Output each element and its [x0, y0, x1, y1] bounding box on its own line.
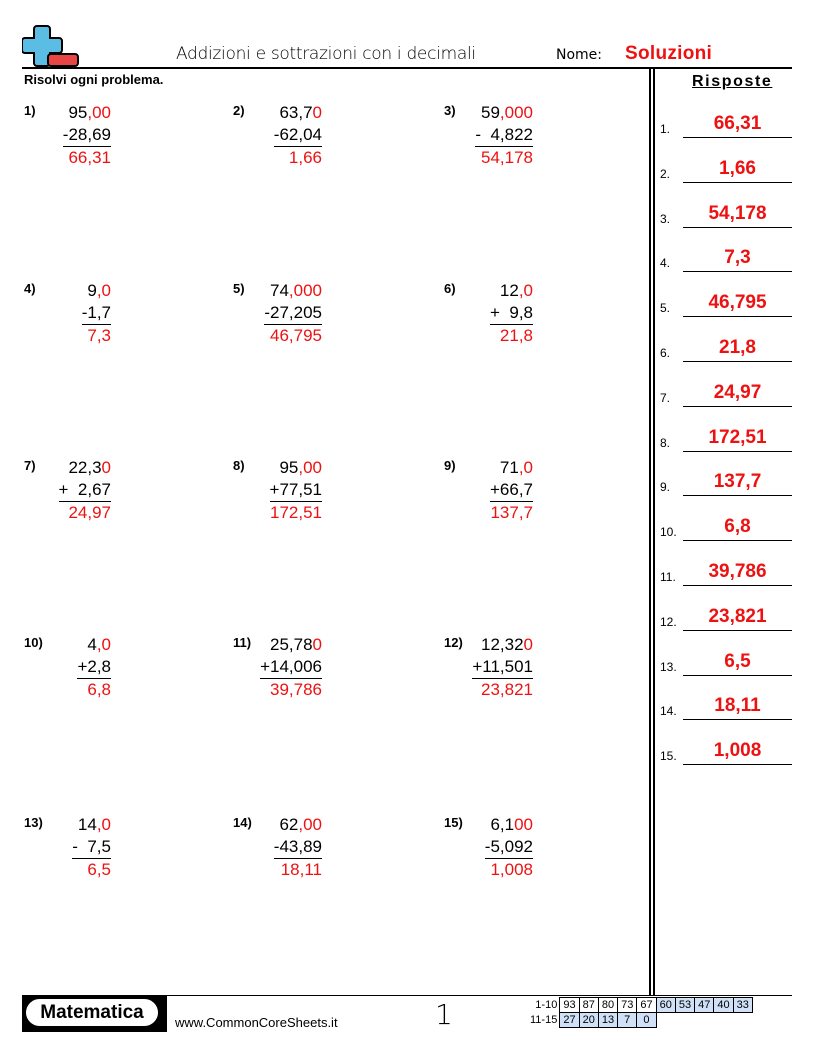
top-operand-padding: 0 — [523, 635, 533, 654]
operator-operand: +66,7 — [490, 479, 533, 502]
problem-answer: 39,786 — [270, 680, 322, 699]
answer-value: 7,3 — [724, 247, 751, 269]
top-operand-digits: 63,7 — [279, 103, 313, 122]
score-cell: 67 — [637, 998, 656, 1013]
problem-stack — [270, 457, 322, 524]
top-operand-digits: 22,3 — [68, 458, 102, 477]
answer-value: 46,795 — [708, 292, 767, 314]
top-operand-padding: ,0 — [96, 635, 111, 654]
answer-value: 1,008 — [713, 740, 762, 762]
score-cell: 53 — [675, 998, 694, 1013]
answer-underline — [683, 406, 792, 407]
problem-stack — [59, 457, 111, 524]
top-operand-padding: ,00 — [298, 815, 322, 834]
problem-4 — [24, 281, 111, 361]
problem-13 — [24, 815, 111, 895]
problem-answer: 54,178 — [481, 148, 533, 167]
problem-stack — [490, 457, 533, 524]
score-cell: 7 — [618, 1013, 637, 1028]
top-operand — [264, 280, 322, 302]
top-operand — [59, 457, 111, 479]
top-operand-padding: ,000 — [499, 103, 533, 122]
top-operand-padding: 00 — [514, 815, 533, 834]
top-operand-digits: 25,78 — [269, 635, 313, 654]
operator-operand: +11,501 — [472, 656, 533, 679]
answer-value: 23,821 — [708, 605, 767, 627]
top-operand — [82, 280, 111, 302]
answer-underline — [683, 137, 792, 138]
operator-operand: -43,89 — [274, 836, 322, 859]
top-operand — [260, 634, 322, 656]
top-operand-padding: ,0 — [96, 815, 111, 834]
top-operand — [475, 102, 533, 124]
answer-item-2 — [660, 153, 792, 183]
problem-number: 13) — [24, 815, 43, 830]
problem-number: 8) — [233, 458, 245, 473]
problem-stack — [274, 814, 322, 881]
top-operand-digits: 14 — [77, 815, 97, 834]
name-label: Nome: — [556, 47, 603, 63]
top-operand — [77, 634, 111, 656]
answer-value: 21,8 — [719, 337, 756, 358]
problem-3 — [444, 103, 533, 183]
problem-number: 10) — [24, 635, 43, 650]
answer-value: 6,8 — [724, 516, 751, 538]
header-divider — [22, 67, 792, 69]
site-url: www.CommonCoreSheets.it — [175, 1015, 338, 1030]
score-cell: 80 — [598, 998, 617, 1013]
answer-item-15 — [660, 735, 792, 765]
answer-item-7 — [660, 377, 792, 407]
operator-operand: +14,006 — [260, 656, 322, 679]
top-operand — [63, 102, 111, 124]
answer-underline — [683, 719, 792, 720]
problem-answer: 172,51 — [270, 503, 322, 522]
top-operand-digits: 59 — [480, 103, 500, 122]
answer-label: 7. — [660, 390, 671, 405]
problem-stack — [63, 102, 111, 169]
top-operand-digits: 12 — [499, 281, 519, 300]
problem-stack — [264, 280, 322, 347]
answer-underline — [683, 764, 792, 765]
top-operand-padding: 0 — [101, 458, 111, 477]
answer-value: 6,5 — [724, 650, 751, 672]
problem-9 — [444, 458, 533, 538]
answer-value: 39,786 — [708, 561, 767, 582]
operator-operand: - 7,5 — [72, 836, 111, 859]
problem-number: 15) — [444, 815, 463, 830]
problem-stack — [472, 634, 533, 701]
problem-answer: 137,7 — [490, 503, 533, 522]
column-divider-right — [653, 69, 655, 996]
answer-label: 11. — [660, 570, 676, 584]
answer-label: 3. — [660, 211, 671, 226]
answer-label: 2. — [660, 166, 671, 181]
answer-value: 1,66 — [719, 157, 756, 179]
top-operand-padding: 0 — [312, 103, 322, 122]
problem-14 — [233, 815, 322, 895]
answer-item-3 — [660, 198, 792, 228]
page-number: 1 — [435, 998, 453, 1031]
answer-label: 12. — [660, 614, 677, 629]
problem-number: 7) — [24, 458, 36, 473]
problem-number: 3) — [444, 103, 456, 118]
operator-operand: +2,8 — [77, 656, 111, 679]
score-row-label: 1-10 — [535, 999, 558, 1011]
problem-answer: 7,3 — [87, 326, 111, 345]
brand-label: Matematica — [26, 999, 158, 1026]
answer-item-12 — [660, 601, 792, 631]
operator-operand: - 4,822 — [475, 124, 533, 147]
answer-underline — [683, 271, 792, 272]
answer-value: 66,31 — [713, 113, 762, 134]
answers-title: Risposte — [692, 73, 773, 90]
score-cell: 33 — [733, 998, 752, 1013]
top-operand-digits: 9 — [87, 281, 97, 300]
top-operand — [472, 634, 533, 656]
plus-minus-logo-icon — [22, 24, 80, 68]
top-operand-digits: 6,1 — [490, 815, 515, 834]
operator-operand: -28,69 — [63, 124, 111, 147]
problem-8 — [233, 458, 322, 538]
problem-stack — [72, 814, 111, 881]
answer-underline — [683, 451, 792, 452]
operator-operand: -27,205 — [264, 302, 322, 325]
problem-1 — [24, 103, 111, 183]
answer-underline — [683, 316, 792, 317]
operator-operand: +77,51 — [270, 479, 322, 502]
answer-label: 8. — [660, 435, 671, 450]
top-operand-padding: 0 — [312, 635, 322, 654]
score-cell: 40 — [714, 998, 733, 1013]
problem-number: 11) — [233, 635, 252, 650]
answer-value: 137,7 — [713, 471, 762, 493]
score-row-label: 11-15 — [530, 1014, 558, 1026]
problem-number: 6) — [444, 281, 456, 296]
answer-underline — [683, 361, 792, 362]
operator-operand: -1,7 — [82, 302, 111, 325]
top-operand-digits: 62 — [279, 815, 299, 834]
problem-answer: 46,795 — [270, 326, 322, 345]
worksheet-title: Addizioni e sottrazioni con i decimali — [176, 44, 476, 64]
problem-stack — [274, 102, 322, 169]
top-operand-digits: 95 — [68, 103, 88, 122]
operator-operand: + 9,8 — [490, 302, 533, 325]
answer-underline — [683, 540, 792, 541]
answer-underline — [683, 495, 792, 496]
problem-number: 1) — [24, 103, 36, 118]
score-cell: 47 — [695, 998, 714, 1013]
instructions: Risolvi ogni problema. — [24, 72, 164, 87]
answer-value: 54,178 — [708, 202, 767, 224]
top-operand — [485, 814, 533, 836]
problem-answer: 23,821 — [481, 680, 533, 699]
answer-underline — [683, 585, 792, 586]
top-operand-padding: ,00 — [87, 103, 111, 122]
top-operand — [490, 280, 533, 302]
problem-15 — [444, 815, 533, 895]
answer-item-8 — [660, 422, 792, 452]
answer-item-9 — [660, 466, 792, 496]
problem-answer: 21,8 — [499, 326, 533, 345]
problem-stack — [260, 634, 322, 701]
brand-badge — [22, 996, 167, 1032]
answer-value: 172,51 — [708, 426, 767, 448]
problem-7 — [24, 458, 111, 538]
answer-label: 1. — [660, 122, 671, 136]
answer-label: 13. — [660, 659, 677, 674]
problem-answer: 1,66 — [288, 148, 322, 167]
top-operand-padding: ,0 — [518, 281, 533, 300]
operator-operand: -5,092 — [485, 836, 533, 859]
operator-operand: -62,04 — [274, 124, 322, 147]
problem-number: 2) — [233, 103, 245, 118]
problem-stack — [475, 102, 533, 169]
answer-item-1 — [660, 108, 792, 138]
problem-2 — [233, 103, 322, 183]
problem-answer: 6,5 — [87, 860, 111, 879]
answer-label: 4. — [660, 256, 671, 271]
problem-answer: 1,008 — [490, 860, 533, 879]
problem-answer: 18,11 — [280, 860, 322, 879]
answer-label: 5. — [660, 301, 671, 316]
problem-answer: 24,97 — [68, 503, 111, 522]
answer-item-14 — [660, 690, 792, 720]
problem-12 — [444, 635, 533, 715]
problem-number: 12) — [444, 635, 463, 650]
problem-10 — [24, 635, 111, 715]
score-row — [527, 998, 752, 1013]
problem-stack — [82, 280, 111, 347]
name-value: Soluzioni — [625, 43, 713, 64]
problem-6 — [444, 281, 533, 361]
score-row — [527, 1013, 752, 1028]
answer-label: 6. — [660, 346, 671, 360]
problem-stack — [485, 814, 533, 881]
score-table — [527, 997, 753, 1028]
problem-5 — [233, 281, 322, 361]
top-operand — [274, 814, 322, 836]
top-operand — [274, 102, 322, 124]
problem-stack — [77, 634, 111, 701]
score-cell: 93 — [560, 998, 579, 1013]
column-divider-left — [649, 69, 651, 996]
score-cell: 73 — [618, 998, 637, 1013]
answer-label: 10. — [660, 525, 677, 540]
score-cell: 27 — [560, 1013, 579, 1028]
problem-number: 9) — [444, 458, 456, 473]
answer-item-13 — [660, 646, 792, 676]
problem-number: 4) — [24, 281, 36, 296]
answer-label: 14. — [660, 704, 677, 719]
answer-item-10 — [660, 511, 792, 541]
problem-11 — [233, 635, 322, 715]
top-operand-padding: ,0 — [518, 458, 533, 477]
problem-stack — [490, 280, 533, 347]
answer-underline — [683, 227, 792, 228]
answer-label: 9. — [660, 480, 671, 495]
answer-underline — [683, 675, 792, 676]
top-operand-digits: 95 — [279, 458, 299, 477]
top-operand — [270, 457, 322, 479]
score-cell: 20 — [579, 1013, 598, 1028]
answer-label: 15. — [660, 749, 677, 764]
answer-item-5 — [660, 287, 792, 317]
problem-answer: 66,31 — [68, 148, 111, 167]
score-cell: 60 — [656, 998, 675, 1013]
top-operand-padding: ,0 — [96, 281, 111, 300]
answer-value: 24,97 — [713, 381, 762, 403]
top-operand-digits: 4 — [87, 635, 97, 654]
answer-value: 18,11 — [714, 695, 761, 717]
top-operand-padding: ,00 — [298, 458, 322, 477]
problem-answer: 6,8 — [87, 680, 111, 699]
answer-item-4 — [660, 242, 792, 272]
problem-number: 14) — [233, 815, 252, 830]
answer-underline — [683, 182, 792, 183]
top-operand — [490, 457, 533, 479]
top-operand — [72, 814, 111, 836]
answer-underline — [683, 630, 792, 631]
top-operand-digits: 12,32 — [480, 635, 524, 654]
score-cell: 13 — [598, 1013, 617, 1028]
answer-item-11 — [660, 556, 792, 586]
top-operand-digits: 71 — [499, 458, 519, 477]
top-operand-digits: 74 — [269, 281, 289, 300]
operator-operand: + 2,67 — [59, 479, 111, 502]
score-cell: 87 — [579, 998, 598, 1013]
problem-number: 5) — [233, 281, 245, 296]
answer-item-6 — [660, 332, 792, 362]
score-cell: 0 — [637, 1013, 656, 1028]
top-operand-padding: ,000 — [288, 281, 322, 300]
